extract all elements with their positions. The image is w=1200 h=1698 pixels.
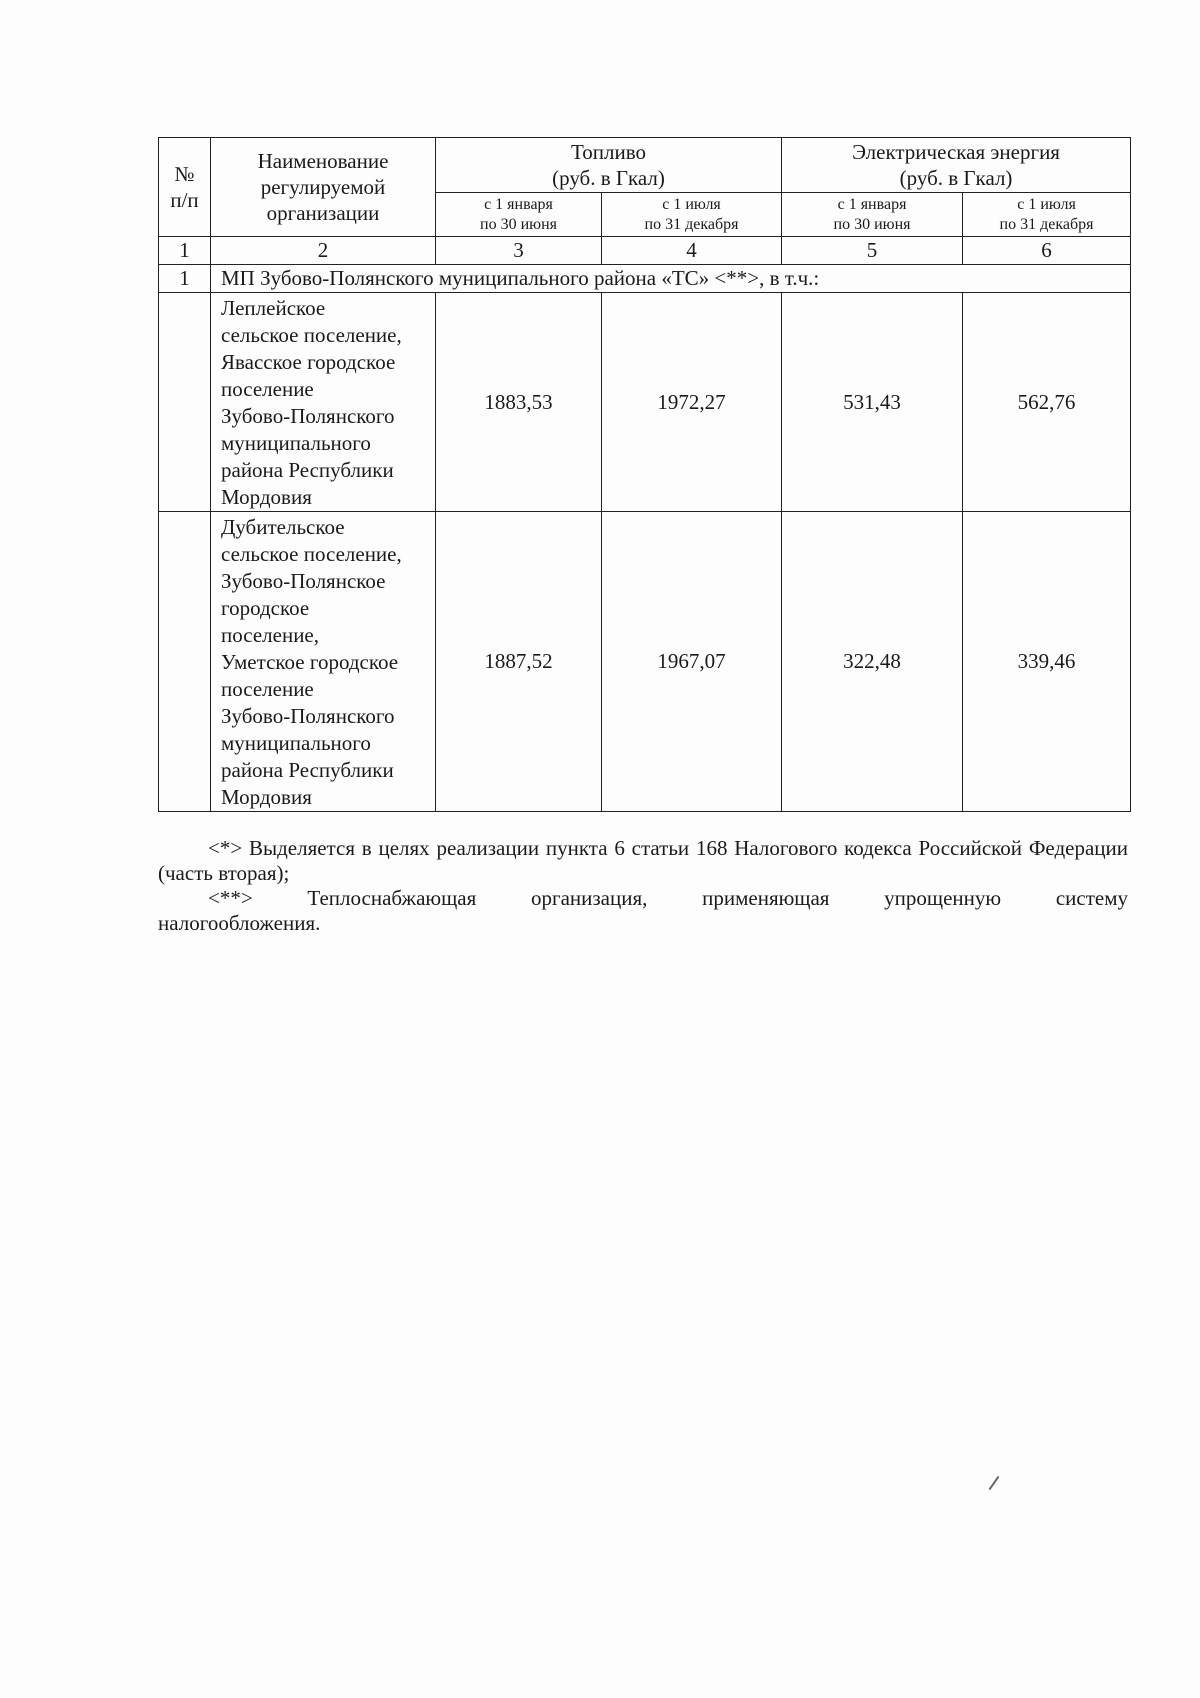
column-number: 6	[963, 237, 1131, 265]
column-number: 2	[211, 237, 436, 265]
fuel-h1-value: 1883,53	[436, 293, 602, 512]
column-number: 5	[782, 237, 963, 265]
settlement-line: Зубово-Полянское	[221, 569, 386, 593]
fuel-h2-value: 1967,07	[602, 512, 782, 812]
footnote-1: <*> Выделяется в целях реализации пункта 6 статьи 168 Налогового кодекса Российской Федерации (часть вторая);	[158, 836, 1128, 885]
header-org	[211, 138, 436, 237]
settlement-line: района Республики	[221, 758, 394, 782]
energy-h2-value: 562,76	[963, 293, 1131, 512]
settlement-line: муниципального	[221, 731, 371, 755]
tariff-table	[158, 137, 1131, 812]
settlement-line: Явасское городское	[221, 350, 396, 374]
header-energy-label: Электрическая энергия (руб. в Гкал)	[852, 140, 1060, 190]
header-fuel-period-1: с 1 января по 30 июня	[436, 193, 602, 237]
footnote-2-continued: налогообложения.	[158, 911, 321, 935]
header-energy-period-2: с 1 июля по 31 декабря	[963, 193, 1131, 237]
settlement-line: Зубово-Полянского	[221, 704, 395, 728]
settlement-line: сельское поселение,	[221, 323, 402, 347]
settlement-line: поселение	[221, 377, 314, 401]
settlement-name	[211, 293, 436, 512]
footnote-2: <**> Теплоснабжающая организация, применяющая упрощенную систему	[208, 886, 1128, 910]
pen-mark	[989, 1476, 1000, 1490]
row-num-cell	[159, 293, 211, 512]
settlement-line: Зубово-Полянского	[221, 404, 395, 428]
header-fuel	[436, 138, 782, 193]
settlement-line: поселение,	[221, 623, 320, 647]
table-row	[159, 293, 1131, 512]
header-num	[159, 138, 211, 237]
settlement-line: Уметское городское	[221, 650, 399, 674]
header-org-label: Наименование регулируемой организации	[257, 149, 389, 225]
column-number-row	[159, 237, 1131, 265]
organization-name: МП Зубово-Полянского муниципального района «ТС» <**>, в т.ч.:	[211, 265, 1131, 293]
energy-h1-value: 322,48	[782, 512, 963, 812]
settlement-line: района Республики	[221, 458, 394, 482]
header-num-label: № п/п	[170, 162, 199, 212]
organization-row	[159, 265, 1131, 293]
settlement-line: городское	[221, 596, 310, 620]
header-energy	[782, 138, 1131, 193]
header-fuel-period-2: с 1 июля по 31 декабря	[602, 193, 782, 237]
header-fuel-label: Топливо (руб. в Гкал)	[552, 140, 665, 190]
organization-num: 1	[159, 265, 211, 293]
header-energy-period-1: с 1 января по 30 июня	[782, 193, 963, 237]
column-number: 3	[436, 237, 602, 265]
settlement-line: Мордовия	[221, 785, 312, 809]
fuel-h1-value: 1887,52	[436, 512, 602, 812]
column-number: 4	[602, 237, 782, 265]
energy-h2-value: 339,46	[963, 512, 1131, 812]
fuel-h2-value: 1972,27	[602, 293, 782, 512]
settlement-line: Мордовия	[221, 485, 312, 509]
settlement-name	[211, 512, 436, 812]
footnotes	[158, 836, 1128, 936]
settlement-line: Леплейское	[221, 296, 326, 320]
energy-h1-value: 531,43	[782, 293, 963, 512]
settlement-line: сельское поселение,	[221, 542, 402, 566]
settlement-line: Дубительское	[221, 515, 345, 539]
column-number: 1	[159, 237, 211, 265]
header-row-1	[159, 138, 1131, 193]
row-num-cell	[159, 512, 211, 812]
settlement-line: поселение	[221, 677, 314, 701]
table-row	[159, 512, 1131, 812]
settlement-line: муниципального	[221, 431, 371, 455]
